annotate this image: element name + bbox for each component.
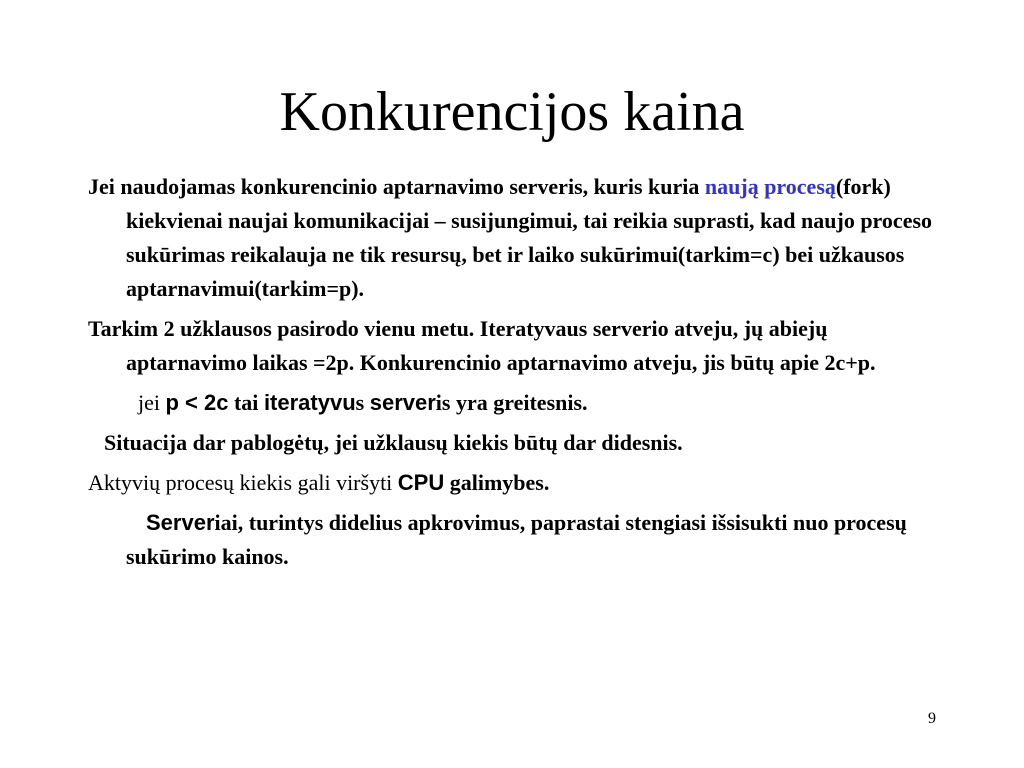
p3-server: server — [369, 390, 436, 415]
p3-text-a: jei — [138, 390, 166, 415]
paragraph-servers-avoid — [88, 506, 948, 574]
p3-formula: p < 2c — [165, 390, 229, 415]
p3-text-e: s — [355, 390, 370, 415]
p5-text-a: Aktyvių procesų kiekis gali viršyti — [88, 470, 398, 495]
p1-text-a: Jei naudojamas konkurencinio aptarnavimo serveris, kuris kuria — [88, 174, 705, 199]
p6-text-b: iai, turintys didelius apkrovimus, paprastai stengiasi išsisukti nuo procesų sukūrimo kainos. — [126, 510, 907, 569]
p6-server: Server — [146, 510, 215, 535]
p1-text-b: (fork) kiekvienai naujai komunikacijai – susijungimui, tai reikia suprasti, kad naujo proceso sukūrimas reikalauja ne tik resursų, bet ir laiko sukūrimui(tarkim=c) bei užkausos aptarnavimui(tarkim=p). — [126, 174, 933, 301]
p3-text-c: tai — [228, 390, 264, 415]
p3-text-g: is yra greitesnis. — [435, 390, 588, 415]
new-process-term: naują procesą — [704, 174, 836, 199]
p3-iterative: iteratyvu — [263, 390, 356, 415]
paragraph-iterative-faster — [138, 386, 948, 420]
paragraph-cpu-limit — [88, 466, 948, 500]
paragraph-situation-worse: Situacija dar pablogėtų, jei užklausų kiekis būtų dar didesnis. — [104, 430, 683, 455]
slide-body — [88, 170, 948, 574]
paragraph-fork-cost — [88, 170, 948, 306]
slide-title: Konkurencijos kaina — [279, 81, 745, 143]
page-number: 9 — [928, 710, 936, 727]
paragraph-two-requests: Tarkim 2 užklausos pasirodo vienu metu. Iteratyvaus serverio atveju, jų abiejų aptarnavimo laikas =2p. Konkurencinio aptarnavimo atveju, jis būtų apie 2c+p. — [88, 316, 876, 375]
p5-cpu: CPU — [397, 470, 445, 495]
p5-text-c: galimybes. — [444, 470, 550, 495]
